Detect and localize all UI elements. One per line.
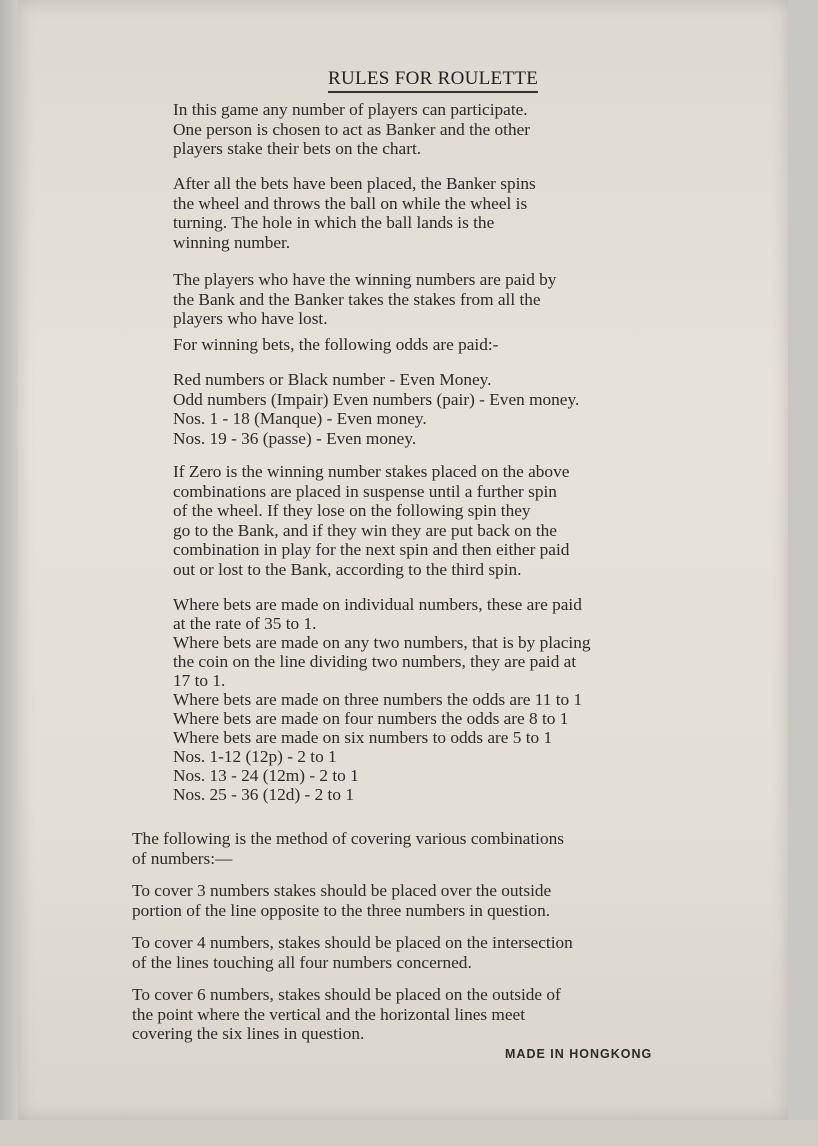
paragraph-cover-4: [132, 933, 573, 972]
text-line: Nos. 25 - 36 (12d) - 2 to 1: [173, 785, 354, 804]
text-line: For winning bets, the following odds are paid:-: [173, 335, 499, 354]
text-line: Where bets are made on three numbers the odds are 11 to 1: [173, 690, 583, 709]
text-line: Nos. 1 - 18 (Manque) - Even money.: [173, 409, 427, 428]
text-line: Where bets are made on individual numbers, these are paid: [173, 595, 582, 614]
paragraph-zero: [173, 462, 569, 579]
page-edge-bottom: [0, 1120, 818, 1146]
text-line: Odd numbers (Impair) Even numbers (pair) - Even money.: [173, 389, 580, 409]
text-line: at the rate of 35 to 1.: [173, 614, 317, 633]
text-line: Nos. 13 - 24 (12m) - 2 to 1: [173, 766, 359, 785]
text-line: The following is the method of covering various combinations: [132, 829, 564, 848]
text-line: the point where the vertical and the horizontal lines meet: [132, 1004, 526, 1024]
paragraph-intro: [173, 100, 530, 159]
text-line: Red numbers or Black number - Even Money.: [173, 370, 492, 389]
text-line: If Zero is the winning number stakes placed on the above: [173, 462, 570, 481]
paragraph-spin: [173, 174, 536, 252]
page-edge-left: [0, 0, 18, 1146]
text-line: Nos. 19 - 36 (passe) - Even money.: [173, 428, 417, 448]
paragraph-cover-3: [132, 881, 551, 920]
text-line: of the wheel. If they lose on the following spin they: [173, 501, 531, 520]
text-line: of the lines touching all four numbers concerned.: [132, 952, 472, 972]
paragraph-number-bets: [173, 595, 591, 804]
text-line: portion of the line opposite to the three numbers in question.: [132, 900, 551, 920]
text-line: To cover 4 numbers, stakes should be placed on the intersection: [132, 933, 573, 952]
text-line: The players who have the winning numbers are paid by: [173, 270, 557, 289]
text-line: go to the Bank, and if they win they are put back on the: [173, 520, 557, 540]
text-line: turning. The hole in which the ball lands is the: [173, 213, 495, 232]
text-line: combinations are placed in suspense until a further spin: [173, 481, 557, 501]
text-line: covering the six lines in question.: [132, 1024, 365, 1043]
text-line: the Bank and the Banker takes the stakes from all the: [173, 289, 541, 309]
text-line: the coin on the line dividing two numbers, they are paid at: [173, 652, 577, 671]
text-line: After all the bets have been placed, the Banker spins: [173, 174, 536, 193]
text-line: of numbers:—: [132, 848, 233, 868]
text-line: players who have lost.: [173, 309, 328, 328]
paragraph-covering-intro: [132, 829, 564, 868]
made-in-label: MADE IN HONGKONG: [505, 1047, 653, 1061]
text-line: winning number.: [173, 232, 291, 252]
text-line: In this game any number of players can participate.: [173, 100, 528, 119]
text-line: out or lost to the Bank, according to the third spin.: [173, 559, 522, 579]
paragraph-payout: [173, 270, 556, 329]
text-line: Where bets are made on four numbers the odds are 8 to 1: [173, 709, 569, 728]
page-title: RULES FOR ROULETTE: [328, 68, 538, 93]
text-line: combination in play for the next spin and then either paid: [173, 540, 570, 559]
text-line: To cover 3 numbers stakes should be placed over the outside: [132, 881, 552, 900]
text-line: Where bets are made on any two numbers, that is by placing: [173, 633, 591, 652]
text-line: One person is chosen to act as Banker and the other: [173, 119, 531, 139]
paragraph-odds-intro: [173, 335, 498, 355]
paragraph-even-money: [173, 370, 579, 448]
text-line: 17 to 1.: [173, 671, 226, 690]
text-line: Nos. 1-12 (12p) - 2 to 1: [173, 747, 337, 766]
text-line: players stake their bets on the chart.: [173, 139, 422, 158]
text-line: Where bets are made on six numbers to odds are 5 to 1: [173, 728, 553, 747]
text-line: the wheel and throws the ball on while the wheel is: [173, 193, 528, 213]
paragraph-cover-6: [132, 985, 561, 1044]
text-line: To cover 6 numbers, stakes should be placed on the outside of: [132, 985, 561, 1004]
